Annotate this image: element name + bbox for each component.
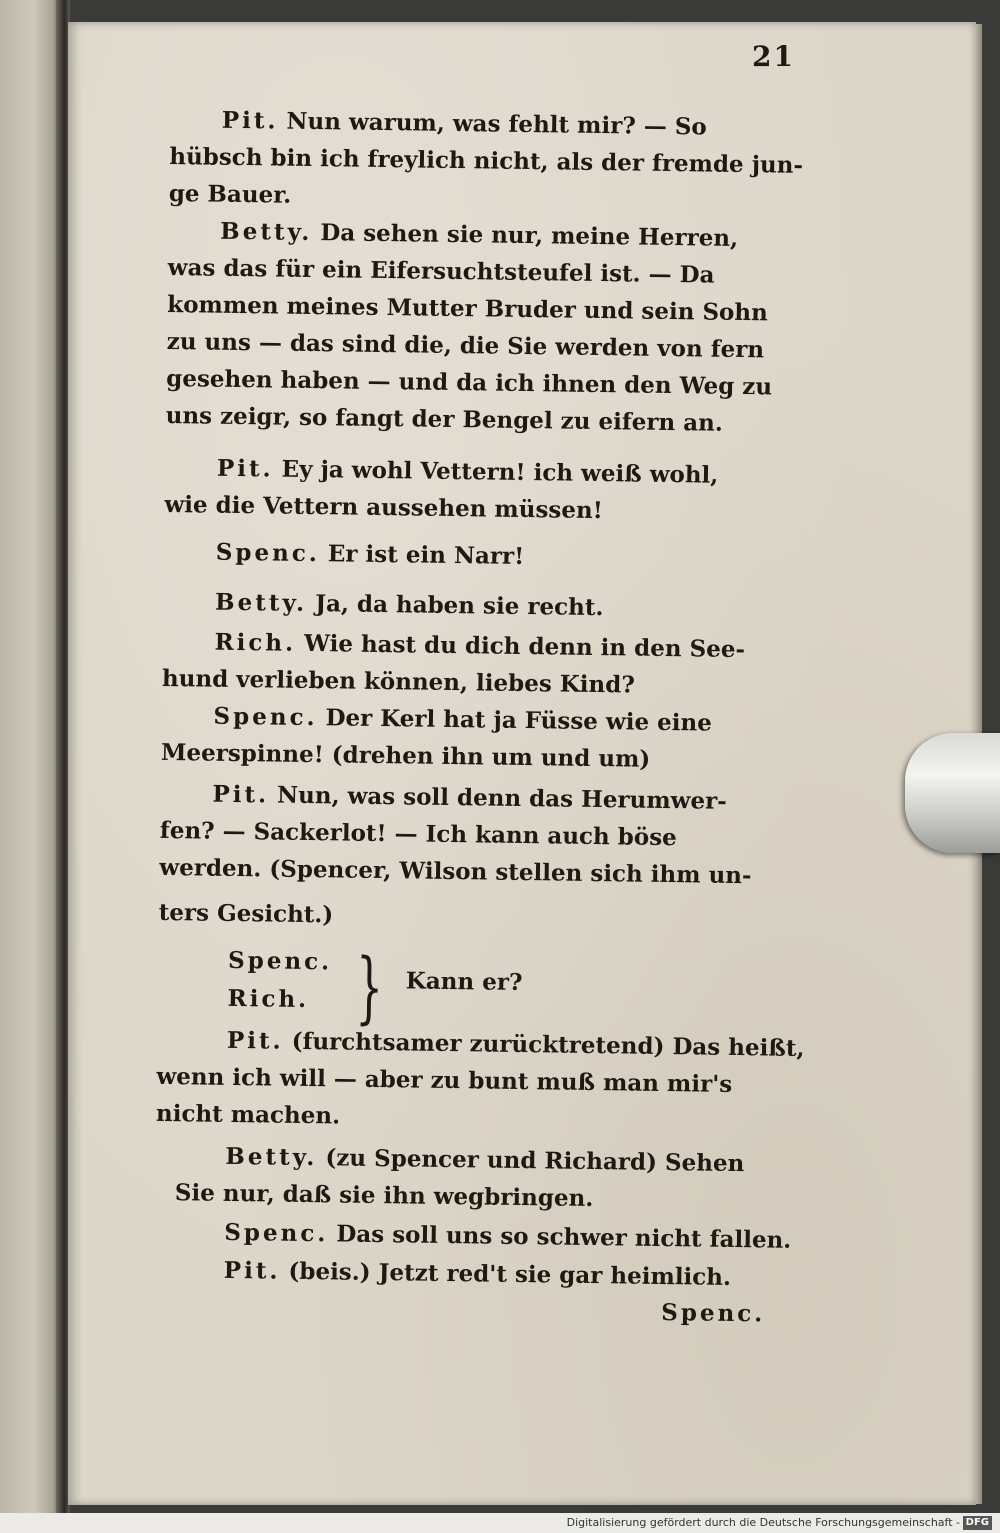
text-line [158, 898, 334, 929]
text-line [214, 628, 746, 664]
line-text: (zu Spencer und Richard) Sehen [325, 1144, 745, 1178]
line-text: nicht machen. [155, 1099, 341, 1130]
text-line [165, 401, 724, 437]
line-text: Meerspinne! (drehen ihn um und um) [160, 738, 651, 773]
speaker-name: Pit. [212, 780, 270, 809]
line-text: Ja, da haben sie recht. [314, 590, 604, 622]
text-line [220, 217, 739, 252]
speaker-name: Spenc. [224, 1218, 329, 1248]
speaker-name: Pit. [226, 1026, 284, 1055]
brace-text: Kann er? [405, 967, 523, 997]
line-text: werden. (Spencer, Wilson stellen sich ihm un- [159, 853, 752, 890]
line-text: Da sehen sie nur, meine Herren, [320, 219, 739, 252]
text-line [164, 490, 604, 525]
line-text: (furchtsamer zurücktretend) Das heißt, [291, 1027, 805, 1062]
speaker-name: Spenc. [227, 946, 333, 976]
page-holder-clip [905, 733, 1000, 853]
text-line [227, 984, 310, 1014]
speaker-name: Betty. [214, 588, 308, 617]
text-line [167, 253, 715, 289]
speaker-name: Betty. [225, 1142, 318, 1172]
line-text: fen? — Sackerlot! — Ich kann auch böse [159, 816, 677, 852]
text-line [225, 1142, 745, 1178]
line-text: Wie hast du dich denn in den See- [303, 629, 746, 664]
text-line [174, 1179, 594, 1213]
line-text: Ey ja wohl Vettern! ich weiß wohl, [281, 455, 719, 489]
line-text: zu uns — das sind die, die Sie werden von fern [166, 327, 765, 364]
speaker-name: Pit. [223, 1256, 281, 1285]
speaker-name: Spenc. [215, 538, 321, 568]
line-text: gesehen haben — und da ich ihnen den Weg zu [166, 364, 773, 401]
text-line [160, 738, 651, 773]
speaker-name: Pit. [216, 454, 274, 483]
text-line [212, 780, 727, 815]
line-text: uns zeigr, so fangt der Bengel zu eifern an. [165, 401, 724, 437]
page-number: 21 [752, 40, 795, 73]
speaker-name: Pit. [221, 106, 279, 135]
speaker-name: Betty. [220, 217, 313, 246]
line-text: Der Kerl hat ja Füsse wie eine [325, 704, 712, 737]
line-text: Nun warum, was fehlt mir? — So [286, 107, 707, 141]
text-line [155, 1099, 341, 1130]
speaker-name: Rich. [227, 984, 310, 1014]
text-line [215, 538, 525, 570]
text-line [223, 1256, 732, 1291]
line-text: (beis.) Jetzt red't sie gar heimlich. [288, 1257, 732, 1291]
funding-credit: Digitalisierung gefördert durch die Deutsche Forschungsgemeinschaft - [566, 1516, 960, 1529]
facing-page-edge [0, 0, 62, 1513]
line-text: kommen meines Mutter Bruder und sein Sohn [167, 290, 769, 327]
line-text: ters Gesicht.) [158, 898, 334, 929]
text-line [214, 588, 604, 622]
catchword: Spenc. [661, 1298, 766, 1328]
text-line [159, 816, 677, 852]
line-text: Er ist ein Narr! [327, 540, 525, 570]
footer-bar [0, 1513, 1000, 1533]
line-text: ge Bauer. [168, 179, 292, 209]
line-text: hund verlieben können, liebes Kind? [161, 664, 635, 699]
speaker-name: Spenc. [213, 702, 318, 732]
line-text: hübsch bin ich freylich nicht, als der fremde jun- [169, 142, 804, 179]
line-text: Nun, was soll denn das Herumwer- [276, 781, 727, 815]
text-line [221, 106, 707, 141]
brace-symbol: } [355, 942, 384, 1034]
line-text: was das für ein Eifersuchtsteufel ist. — Da [167, 253, 715, 289]
text-line [213, 702, 712, 737]
text-line [216, 454, 719, 489]
text-line [161, 664, 635, 699]
line-text: Sie nur, daß sie ihn wegbringen. [174, 1179, 594, 1213]
text-line [168, 179, 292, 209]
line-text: wie die Vettern aussehen müssen! [164, 490, 604, 525]
line-text: Das soll uns so schwer nicht fallen. [336, 1220, 792, 1254]
line-text: wenn ich will — aber zu bunt muß man mir's [156, 1062, 733, 1098]
speaker-name: Rich. [214, 628, 297, 657]
dfg-logo: DFG [963, 1516, 992, 1530]
text-line [227, 946, 333, 976]
